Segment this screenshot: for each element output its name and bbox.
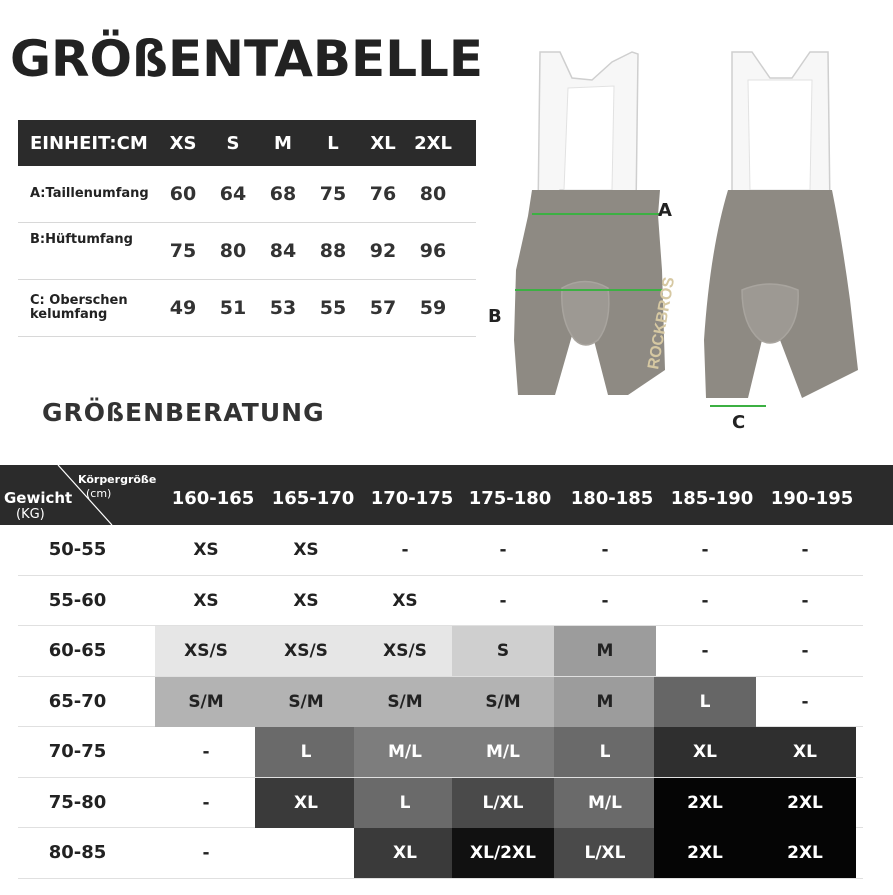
chart-row bbox=[0, 525, 893, 576]
measure-label-b: B bbox=[488, 306, 502, 327]
size-value: 59 bbox=[419, 297, 447, 319]
size-value: 64 bbox=[219, 183, 247, 205]
size-recommendation-cell: XS bbox=[293, 540, 319, 560]
size-value: 75 bbox=[169, 240, 197, 262]
chart-row bbox=[0, 778, 893, 829]
bib-shorts-illustration bbox=[480, 40, 880, 440]
size-recommendation-cell: M bbox=[554, 677, 656, 727]
measure-label-c: C bbox=[732, 412, 746, 433]
size-recommendation-cell: L/XL bbox=[452, 778, 554, 828]
weight-label: Gewicht bbox=[4, 489, 73, 507]
size-recommendation-cell: 2XL bbox=[654, 828, 756, 878]
size-recommendation-cell: 2XL bbox=[754, 828, 856, 878]
weight-range: 50-55 bbox=[48, 539, 107, 560]
section-subtitle: GRÖßENBERATUNG bbox=[42, 398, 325, 427]
height-column-5: 185-190 bbox=[670, 488, 754, 509]
size-recommendation-cell: XS bbox=[392, 590, 418, 611]
size-header-2xl: 2XL bbox=[414, 132, 452, 154]
row-label: B:Hüftumfang bbox=[30, 232, 133, 247]
size-value: 53 bbox=[269, 297, 297, 319]
size-recommendation-cell: XS bbox=[193, 590, 219, 611]
size-value: 51 bbox=[219, 297, 247, 319]
size-recommendation-cell: S bbox=[452, 626, 554, 676]
measure-label-a: A bbox=[658, 200, 672, 221]
size-value: 76 bbox=[369, 183, 397, 205]
size-recommendation-cell: - bbox=[601, 540, 609, 560]
chart-row bbox=[0, 576, 893, 627]
size-recommendation-cell: - bbox=[202, 843, 210, 863]
size-recommendation-cell: S/M bbox=[354, 677, 456, 727]
height-column-1: 165-170 bbox=[271, 488, 355, 509]
size-recommendation-cell bbox=[255, 828, 357, 878]
weight-range: 55-60 bbox=[48, 589, 107, 611]
size-recommendation-cell: S/M bbox=[255, 677, 357, 727]
size-recommendation-cell: XL bbox=[754, 727, 856, 777]
size-header-xs: XS bbox=[169, 132, 197, 154]
row-label: A:Taillenumfang bbox=[30, 186, 149, 201]
size-recommendation-cell: - bbox=[499, 540, 507, 560]
size-recommendation-cell: - bbox=[601, 590, 609, 611]
size-header-s: S bbox=[226, 132, 240, 154]
size-recommendation-cell: - bbox=[202, 742, 210, 762]
bib-shorts-image bbox=[480, 40, 880, 440]
brand-text: ROCKBROS bbox=[645, 275, 679, 371]
chart-header bbox=[0, 465, 893, 525]
size-value: 84 bbox=[269, 240, 297, 262]
weight-range: 70-75 bbox=[48, 741, 107, 762]
size-header-m: M bbox=[274, 132, 292, 154]
size-recommendation-cell: XL bbox=[654, 727, 756, 777]
front-view bbox=[514, 52, 678, 395]
size-recommendation-cell: S/M bbox=[155, 677, 257, 727]
size-recommendation-cell: L bbox=[554, 727, 656, 777]
size-recommendation-cell: - bbox=[499, 590, 507, 611]
size-recommendation-cell: S/M bbox=[452, 677, 554, 727]
size-recommendation-cell: XS bbox=[193, 540, 219, 560]
weight-range: 75-80 bbox=[48, 791, 107, 813]
size-value: 49 bbox=[169, 297, 197, 319]
size-table-header bbox=[18, 120, 476, 166]
height-label: Körpergröße bbox=[78, 473, 157, 486]
chart-row bbox=[0, 677, 893, 728]
weight-range: 65-70 bbox=[48, 690, 107, 712]
size-advice-chart bbox=[0, 465, 893, 879]
size-value: 80 bbox=[219, 240, 247, 262]
size-header-l: L bbox=[327, 132, 339, 154]
size-recommendation-cell: XS/S bbox=[354, 626, 456, 676]
size-row-waist bbox=[18, 166, 476, 223]
size-recommendation-cell: 2XL bbox=[754, 778, 856, 828]
unit-label: EINHEIT:CM bbox=[30, 132, 148, 154]
height-unit: (cm) bbox=[86, 487, 112, 500]
chart-body bbox=[0, 525, 893, 879]
size-recommendation-cell: XS bbox=[293, 590, 319, 611]
size-recommendation-cell: - bbox=[801, 540, 809, 560]
row-label: C: Oberschen kelumfang bbox=[30, 293, 128, 322]
size-recommendation-cell: M bbox=[554, 626, 656, 676]
size-recommendation-cell: L bbox=[354, 778, 456, 828]
size-recommendation-cell: XS/S bbox=[255, 626, 357, 676]
weight-range: 80-85 bbox=[48, 842, 107, 863]
size-recommendation-cell: 2XL bbox=[654, 778, 756, 828]
size-recommendation-cell: - bbox=[701, 540, 709, 560]
size-recommendation-cell: - bbox=[202, 792, 210, 813]
size-recommendation-cell: - bbox=[401, 540, 409, 560]
size-header-xl: XL bbox=[370, 132, 396, 154]
size-recommendation-cell: M/L bbox=[354, 727, 456, 777]
size-value: 75 bbox=[319, 183, 347, 205]
size-recommendation-cell: XL/2XL bbox=[452, 828, 554, 878]
height-column-2: 170-175 bbox=[370, 488, 454, 509]
size-recommendation-cell: - bbox=[701, 641, 709, 661]
size-recommendation-cell: - bbox=[801, 641, 809, 661]
size-recommendation-cell: - bbox=[801, 590, 809, 611]
chart-row bbox=[0, 626, 893, 677]
size-recommendation-cell: M/L bbox=[452, 727, 554, 777]
size-value: 60 bbox=[169, 183, 197, 205]
size-recommendation-cell: - bbox=[801, 691, 809, 712]
back-view bbox=[704, 52, 858, 406]
size-table bbox=[18, 120, 476, 337]
size-recommendation-cell: XL bbox=[255, 778, 357, 828]
size-value: 96 bbox=[419, 240, 447, 262]
size-value: 80 bbox=[419, 183, 447, 205]
size-recommendation-cell: L bbox=[255, 727, 357, 777]
size-value: 92 bbox=[369, 240, 397, 262]
size-value: 55 bbox=[319, 297, 347, 319]
chart-row bbox=[0, 828, 893, 879]
size-recommendation-cell: XS/S bbox=[155, 626, 257, 676]
size-recommendation-cell: L/XL bbox=[554, 828, 656, 878]
height-column-4: 180-185 bbox=[570, 488, 654, 509]
size-value: 88 bbox=[319, 240, 347, 262]
header-corner bbox=[0, 465, 155, 525]
size-recommendation-cell: - bbox=[701, 590, 709, 611]
size-recommendation-cell: L bbox=[654, 677, 756, 727]
chart-row bbox=[0, 727, 893, 778]
height-column-6: 190-195 bbox=[770, 488, 854, 509]
size-recommendation-cell: M/L bbox=[554, 778, 656, 828]
size-recommendation-cell: XL bbox=[354, 828, 456, 878]
weight-range: 60-65 bbox=[48, 640, 107, 661]
size-value: 68 bbox=[269, 183, 297, 205]
size-value: 57 bbox=[369, 297, 397, 319]
height-column-3: 175-180 bbox=[468, 488, 552, 509]
page-title: GRÖßENTABELLE bbox=[10, 30, 484, 88]
size-row-thigh bbox=[18, 280, 476, 337]
weight-unit: (KG) bbox=[16, 507, 45, 522]
size-row-hip bbox=[18, 223, 476, 280]
height-column-0: 160-165 bbox=[171, 488, 255, 509]
